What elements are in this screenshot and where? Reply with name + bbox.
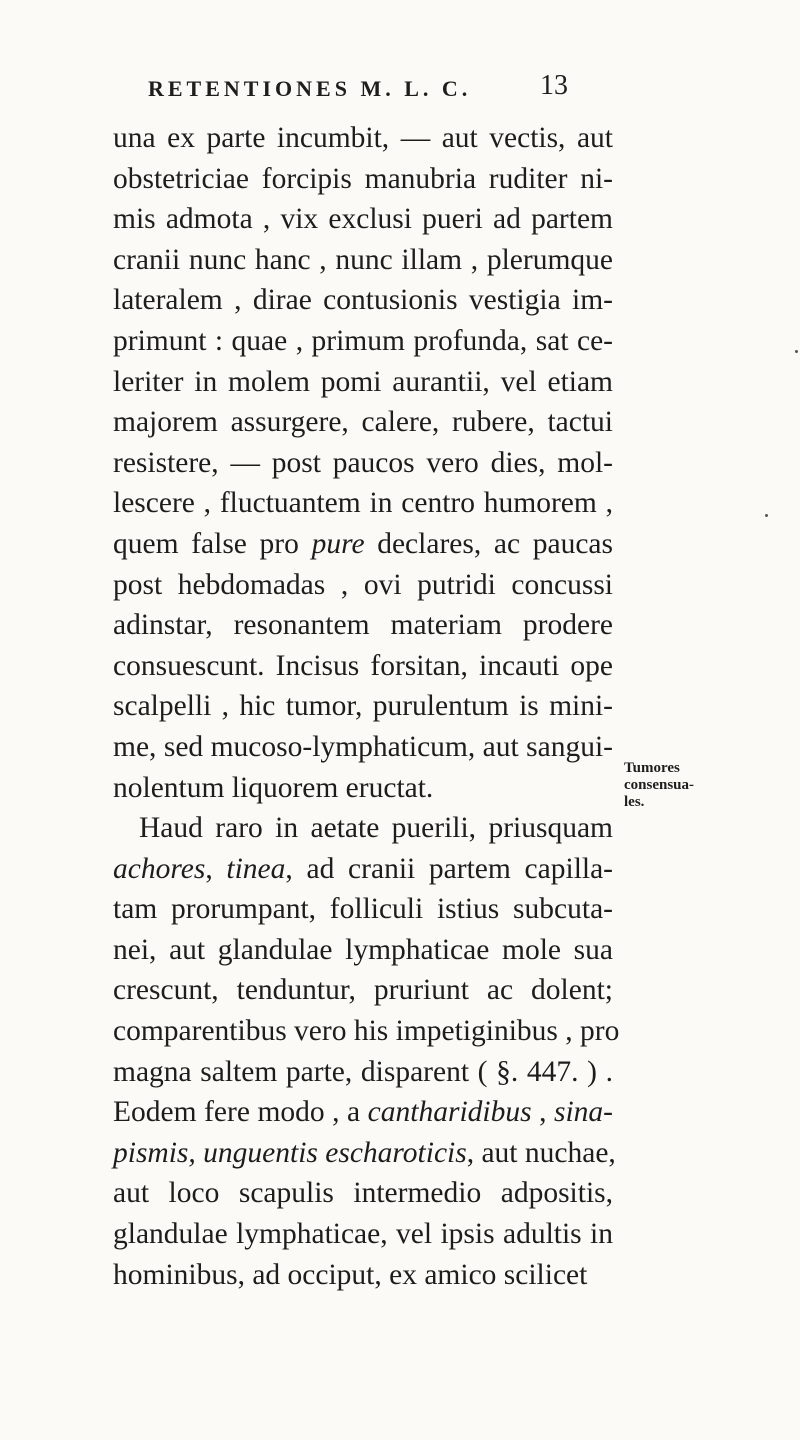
text-line: aut loco scapulis intermedio adpositis, [113, 1177, 613, 1210]
text-line: magna saltem parte, disparent ( §. 447. ) . [113, 1055, 613, 1088]
paper-speck [765, 514, 768, 517]
margin-note-line: les. [624, 794, 645, 810]
text-line: obstetriciae forcipis manubria ruditer ni- [113, 162, 613, 195]
text-line: primunt : quae , primum profunda, sat ce- [113, 324, 613, 357]
text-line: post hebdomadas , ovi putridi concussi [113, 568, 613, 601]
text-line: leriter in molem pomi aurantii, vel etiam [113, 365, 613, 398]
italic-word: achores [113, 852, 206, 885]
text-line [113, 1133, 616, 1174]
text-line [113, 1092, 613, 1133]
text-line: glandulae lymphaticae, vel ipsis adultis in [113, 1218, 613, 1251]
text-line: lescere , fluctuantem in centro humorem , [113, 487, 613, 520]
italic-word: pismis, unguentis escharoticis [113, 1136, 467, 1169]
text-run: , ad cranii partem capilla- [285, 852, 613, 885]
page-number: 13 [540, 70, 568, 101]
text-line: tam prorumpant, folliculi istius subcuta- [113, 893, 613, 926]
text-line [113, 849, 613, 890]
text-line: adinstar, resonantem materiam prodere [113, 609, 613, 642]
text-line: me, sed mucoso-lymphaticum, aut sangui- [113, 730, 613, 763]
text-line: hominibus, ad occiput, ex amico scilicet [113, 1258, 588, 1291]
text-run: , [205, 852, 227, 885]
text-line: lateralem , dirae contusionis vestigia im- [113, 284, 613, 317]
text-line: resistere, — post paucos vero dies, mol- [113, 446, 613, 479]
text-line: cranii nunc hanc , nunc illam , plerumque [113, 243, 613, 276]
text-line: consuescunt. Incisus forsitan, incauti ope [113, 649, 613, 682]
text-line: majorem assurgere, calere, rubere, tactui [113, 406, 613, 439]
margin-note-line: consensua- [624, 777, 695, 793]
paper-speck [795, 350, 798, 353]
text-line: Haud raro in aetate puerili, priusquam [139, 812, 613, 845]
running-title: RETENTIONES M. L. C. [148, 76, 472, 101]
text-line [113, 524, 613, 565]
text-line: una ex parte incumbit, — aut vectis, aut [113, 122, 613, 154]
margin-note [624, 760, 704, 811]
text-run: , [531, 1096, 554, 1129]
text-line: comparentibus vero his impetiginibus , pro [113, 1015, 620, 1048]
text-run: declares, ac paucas [364, 527, 613, 560]
italic-word: tinea [226, 852, 286, 885]
text-line: nolentum liquorem eructat. [113, 771, 434, 804]
text-line: scalpelli , hic tumor, purulentum is mini- [113, 690, 613, 723]
text-run: , aut nuchae, [466, 1136, 616, 1169]
margin-note-line: Tumores [624, 760, 680, 776]
text-line: nei, aut glandulae lymphaticae mole sua [113, 933, 613, 966]
text-run: quem false pro [113, 527, 312, 560]
running-header [148, 70, 568, 110]
italic-word: pure [311, 527, 365, 560]
text-run: Eodem fere modo , a [113, 1096, 368, 1129]
italic-word: sina- [554, 1096, 613, 1129]
text-line: crescunt, tenduntur, pruriunt ac dolent; [113, 974, 613, 1007]
body-text [113, 118, 620, 1295]
italic-word: cantharidibus [367, 1096, 532, 1129]
text-line: mis admota , vix exclusi pueri ad partem [113, 203, 613, 236]
